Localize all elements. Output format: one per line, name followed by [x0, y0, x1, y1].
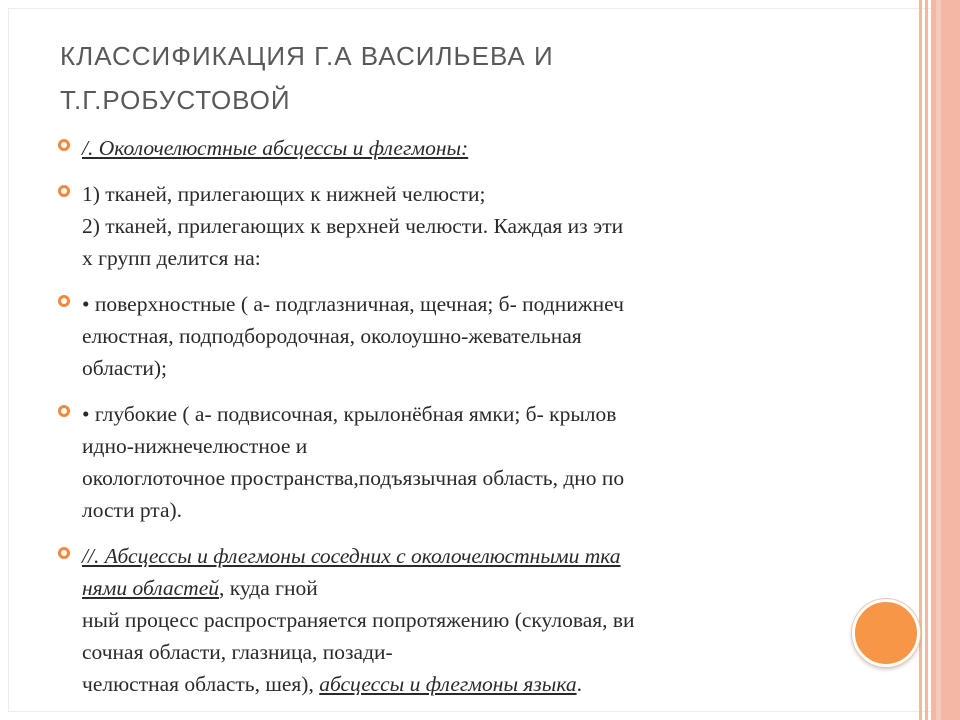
- plain-text: челюстная область, шея),: [82, 672, 320, 696]
- bullet-item: [58, 398, 878, 526]
- bullet-text-line: [82, 668, 878, 700]
- bullet-text-line: области);: [82, 356, 168, 380]
- bullet-item: [58, 178, 878, 274]
- bullet-circle-icon: [58, 295, 70, 307]
- bullet-text-line: окологлоточное пространства,подъязычная область, дно по: [82, 466, 625, 490]
- bullet-circle-icon: [58, 405, 70, 417]
- bullet-text-line: идно-нижнечелюстное и: [82, 434, 308, 458]
- bullet-text-line: 2) тканей, прилегающих к верхней челюсти. Каждая из эти: [82, 214, 624, 238]
- bullet-text-line: х групп делится на:: [82, 246, 261, 270]
- bullet-list: [58, 132, 878, 714]
- plain-text: .: [576, 672, 582, 696]
- decor-stripe: [919, 0, 922, 720]
- bullet-circle-icon: [58, 185, 70, 197]
- decor-stripe: [936, 0, 941, 720]
- bullet-circle-icon: [58, 547, 70, 559]
- slide-title: [60, 34, 860, 122]
- section-heading: //. Абсцессы и флегмоны соседних с околочелюстными тка: [82, 544, 621, 568]
- title-line: Т.Г.РОБУСТОВОЙ: [60, 85, 291, 115]
- bullet-text-line: • глубокие ( а- подвисочная, крылонёбная ямки; б- крылов: [82, 402, 617, 426]
- title-line: КЛАССИФИКАЦИЯ Г.А ВАСИЛЬЕВА И: [60, 41, 554, 71]
- bullet-item: [58, 288, 878, 384]
- decorative-orange-circle: [852, 599, 920, 667]
- decor-stripe: [925, 0, 928, 720]
- section-heading: /. Околочелюстные абсцессы и флегмоны:: [82, 136, 469, 160]
- bullet-text-line: лости рта).: [82, 498, 183, 522]
- bullet-text-line: елюстная, подподбородочная, околоушно-жевательная: [82, 324, 582, 348]
- bullet-item: [58, 132, 878, 164]
- bullet-text-line: [82, 572, 878, 604]
- bullet-text-line: сочная области, глазница, позади-: [82, 640, 393, 664]
- emphasis-text: нями областей: [82, 576, 219, 600]
- bullet-circle-icon: [58, 139, 70, 151]
- bullet-text-line: 1) тканей, прилегающих к нижней челюсти;: [82, 182, 486, 206]
- plain-text: , куда гной: [219, 576, 318, 600]
- bullet-item: [58, 540, 878, 700]
- emphasis-text: абсцессы и флегмоны языка: [319, 672, 577, 696]
- bullet-text-line: • поверхностные ( а- подглазничная, щечная; б- поднижнеч: [82, 292, 624, 316]
- bullet-text-line: ный процесс распространяется попротяжению (скуловая, ви: [82, 608, 635, 632]
